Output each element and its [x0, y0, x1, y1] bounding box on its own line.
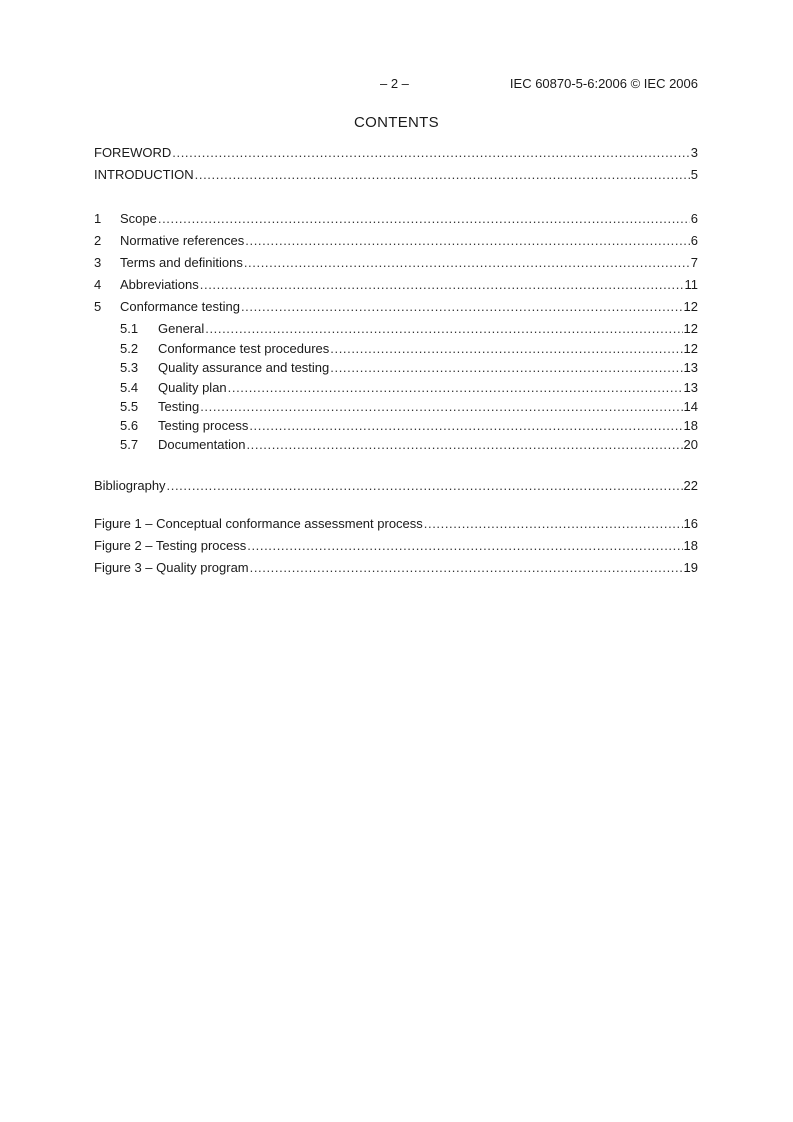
toc-leader-dots	[167, 478, 683, 493]
toc-entry-bibliography[interactable]	[94, 478, 698, 496]
toc-entry-label: FOREWORD	[94, 145, 172, 160]
document-identifier: IEC 60870-5-6:2006 © IEC 2006	[509, 76, 698, 91]
toc-entry-number: 5.7	[120, 437, 139, 452]
toc-entry-page: 16	[683, 516, 698, 531]
toc-entry-terms-and-definitions[interactable]	[94, 255, 698, 273]
toc-entry-number: 5.5	[120, 399, 139, 414]
toc-leader-dots	[158, 211, 690, 226]
toc-entry-label: Normative references	[120, 233, 245, 248]
toc-entry-page: 6	[690, 233, 698, 248]
toc-entry-page: 7	[690, 255, 698, 270]
toc-entry-number: 1	[94, 211, 102, 226]
page-header	[0, 76, 793, 94]
page-title: CONTENTS	[354, 114, 439, 131]
toc-entry-number: 5.1	[120, 321, 139, 336]
toc-entry-abbreviations[interactable]	[94, 277, 698, 295]
toc-entry-label: Abbreviations	[120, 277, 199, 292]
page-number: – 2 –	[380, 76, 409, 91]
toc-entry-label: Bibliography	[94, 478, 166, 493]
toc-entry-conformance-testing[interactable]	[94, 299, 698, 317]
toc-entry-label: Testing process	[158, 418, 249, 433]
toc-entry-general[interactable]	[120, 321, 698, 339]
toc-entry-number: 5.4	[120, 380, 139, 395]
toc-leader-dots	[249, 418, 682, 433]
toc-entry-number: 2	[94, 233, 102, 248]
toc-entry-label: Testing	[158, 399, 200, 414]
toc-entry-foreword[interactable]	[94, 145, 698, 163]
toc-entry-page: 11	[684, 277, 698, 292]
toc-entry-label: Scope	[120, 211, 157, 226]
toc-entry-normative-references[interactable]	[94, 233, 698, 251]
toc-entry-introduction[interactable]	[94, 167, 698, 185]
toc-entry-label: Conformance test procedures	[158, 341, 330, 356]
toc-leader-dots	[330, 360, 682, 375]
toc-leader-dots	[330, 341, 682, 356]
toc-entry-page: 19	[683, 560, 698, 575]
toc-entry-page: 18	[683, 538, 698, 553]
toc-entry-page: 13	[683, 380, 698, 395]
toc-entry-label: INTRODUCTION	[94, 167, 194, 182]
toc-entry-page: 5	[690, 167, 698, 182]
toc-entry-label: Conformance testing	[120, 299, 240, 314]
toc-entry-documentation[interactable]	[120, 437, 698, 455]
toc-entry-label: Quality plan	[158, 380, 227, 395]
toc-entry-label: Figure 1 – Conceptual conformance assessment process	[94, 516, 423, 531]
toc-leader-dots	[424, 516, 683, 531]
toc-leader-dots	[244, 255, 690, 270]
toc-entry-number: 5	[94, 299, 102, 314]
toc-entry-testing-process[interactable]	[120, 418, 698, 436]
toc-entry-page: 20	[683, 437, 698, 452]
toc-entry-figure-1[interactable]	[94, 516, 698, 534]
toc-entry-number: 5.3	[120, 360, 139, 375]
toc-leader-dots	[200, 399, 682, 414]
toc-entry-quality-assurance-and-testing[interactable]	[120, 360, 698, 378]
toc-entry-page: 12	[683, 321, 698, 336]
toc-leader-dots	[205, 321, 682, 336]
toc-leader-dots	[247, 538, 682, 553]
toc-entry-label: General	[158, 321, 205, 336]
toc-entry-conformance-test-procedures[interactable]	[120, 341, 698, 359]
toc-entry-number: 5.6	[120, 418, 139, 433]
toc-entry-page: 13	[683, 360, 698, 375]
toc-entry-quality-plan[interactable]	[120, 380, 698, 398]
toc-leader-dots	[228, 380, 683, 395]
toc-leader-dots	[195, 167, 690, 182]
toc-entry-figure-2[interactable]	[94, 538, 698, 556]
toc-entry-number: 5.2	[120, 341, 139, 356]
toc-entry-number: 4	[94, 277, 102, 292]
toc-entry-page: 12	[683, 341, 698, 356]
toc-entry-page: 6	[690, 211, 698, 226]
toc-entry-number: 3	[94, 255, 102, 270]
toc-entry-page: 3	[690, 145, 698, 160]
toc-entry-scope[interactable]	[94, 211, 698, 229]
toc-leader-dots	[246, 437, 682, 452]
toc-leader-dots	[250, 560, 683, 575]
toc-entry-testing[interactable]	[120, 399, 698, 417]
toc-entry-page: 14	[683, 399, 698, 414]
toc-entry-label: Figure 2 – Testing process	[94, 538, 247, 553]
toc-leader-dots	[172, 145, 689, 160]
toc-entry-label: Figure 3 – Quality program	[94, 560, 249, 575]
toc-entry-page: 18	[683, 418, 698, 433]
toc-entry-label: Quality assurance and testing	[158, 360, 330, 375]
toc-entry-label: Documentation	[158, 437, 246, 452]
toc-leader-dots	[200, 277, 684, 292]
toc-entry-page: 12	[683, 299, 698, 314]
toc-leader-dots	[245, 233, 689, 248]
toc-leader-dots	[241, 299, 683, 314]
toc-entry-label: Terms and definitions	[120, 255, 243, 270]
toc-entry-figure-3[interactable]	[94, 560, 698, 578]
toc-entry-page: 22	[683, 478, 698, 493]
